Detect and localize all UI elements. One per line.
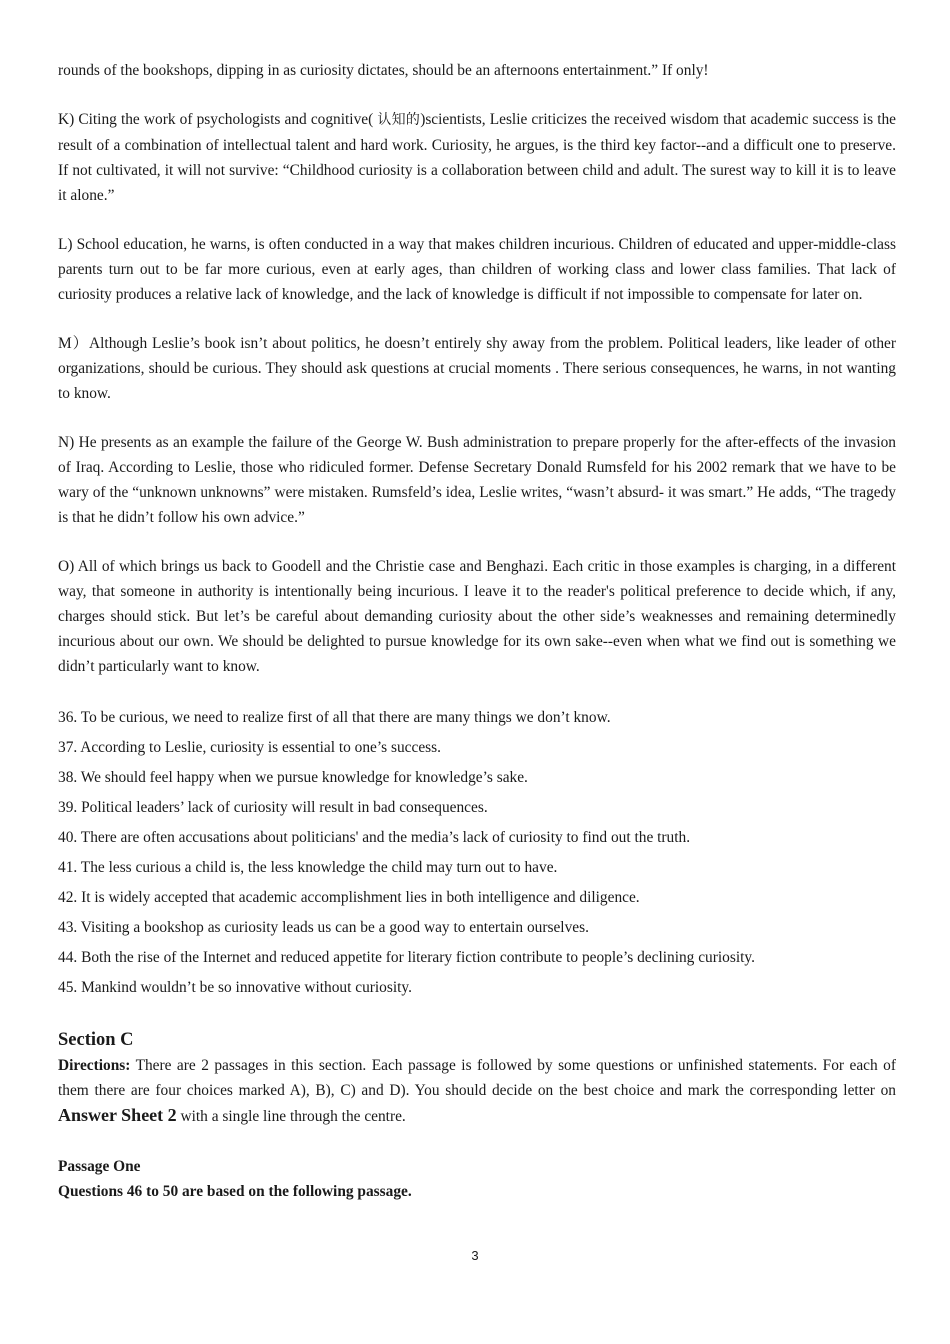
question-item: 44. Both the rise of the Internet and reduced appetite for literary fiction contribute to people’s declining curiosity. [58, 949, 755, 966]
paragraph-k-cjk-gloss: 认知的 [377, 112, 421, 128]
directions-label: Directions: [58, 1057, 131, 1074]
question-item: 36. To be curious, we need to realize first of all that there are many things we don’t know. [58, 709, 611, 726]
section-c-title: Section C [58, 1030, 134, 1050]
paragraph-j-ending: rounds of the bookshops, dipping in as curiosity dictates, should be an afternoons entertainment.” If only! [58, 62, 709, 79]
paragraph-k-text-end: )scientists, Leslie criticizes the received wisdom that academic success is the result of a combination of intellectual talent and hard work. Curiosity, he argues, is the third key factor--and a difficult one to preserve. If not cultivated, it will not survive: “Childhood curiosity is a collaboration between child and adult. The surest way to kill it is to leave it alone.” [58, 111, 897, 204]
question-item: 45. Mankind wouldn’t be so innovative without curiosity. [58, 979, 412, 996]
directions-end: with a single line through the centre. [176, 1108, 406, 1125]
question-item: 37. According to Leslie, curiosity is essential to one’s success. [58, 739, 441, 756]
paragraph-n: N) He presents as an example the failure of the George W. Bush administration to prepare properly for the after-effects of the invasion of Iraq. According to Leslie, those who ridiculed former. Defense Secretary Donald Rumsfeld for his 2002 remark that we have to be wary of the “unknown unknowns” were mistaken. Rumsfeld’s idea, Leslie writes, “wasn’t absurd- it was smart.” He adds, “The tragedy is that he didn’t follow his own advice.” [58, 434, 896, 526]
paragraph-m: M）Although Leslie’s book isn’t about politics, he doesn’t entirely shy away from the problem. Political leaders, like leader of other organizations, should be curious. They should ask questions at crucial moments . There serious consequences, he warns, in not wanting to know. [58, 335, 896, 402]
question-item: 42. It is widely accepted that academic accomplishment lies in both intelligence and diligence. [58, 889, 640, 906]
question-item: 39. Political leaders’ lack of curiosity will result in bad consequences. [58, 799, 488, 816]
question-item: 41. The less curious a child is, the less knowledge the child may turn out to have. [58, 859, 558, 876]
page-number: 3 [471, 1248, 479, 1263]
passage-subtitle: Questions 46 to 50 are based on the following passage. [58, 1183, 412, 1200]
section-c-directions [58, 1053, 896, 1129]
paragraph-l: L) School education, he warns, is often conducted in a way that makes children incurious. Children of educated and upper-middle-class parents turn out to be far more curious, even at early ages, than children of working class and lower class families. That lack of curiosity produces a relative lack of knowledge, and the lack of knowledge is difficult if not impossible to compensate for later on. [58, 236, 896, 303]
paragraph-o: O) All of which brings us back to Goodell and the Christie case and Benghazi. Each critic in those examples is charging, in a different way, that someone in authority is intentionally being incurious. I leave it to the reader's political preference to decide which, if any, charges should stick. But let’s be careful about demanding curiosity about the other side’s weaknesses and remaining determinedly incurious about our own. We should be delighted to pursue knowledge for its own sake--even when what we find out is something we didn’t particularly want to know. [58, 558, 896, 675]
document-page [58, 58, 896, 1204]
directions-text: There are 2 passages in this section. Each passage is followed by some questions or unfinished statements. For each of them there are four choices marked A), B), C) and D). You should decide on the best choice and mark the corresponding letter on [58, 1057, 896, 1099]
paragraph-k [58, 107, 896, 208]
question-item: 38. We should feel happy when we pursue knowledge for knowledge’s sake. [58, 769, 528, 786]
paragraph-k-text-start: K) Citing the work of psychologists and cognitive( [58, 111, 378, 128]
question-item: 43. Visiting a bookshop as curiosity leads us can be a good way to entertain ourselves. [58, 919, 589, 936]
question-item: 40. There are often accusations about politicians' and the media’s lack of curiosity to find out the truth. [58, 829, 691, 846]
passage-title: Passage One [58, 1158, 141, 1175]
answer-sheet-label: Answer Sheet 2 [58, 1105, 177, 1125]
question-list [58, 703, 896, 1003]
